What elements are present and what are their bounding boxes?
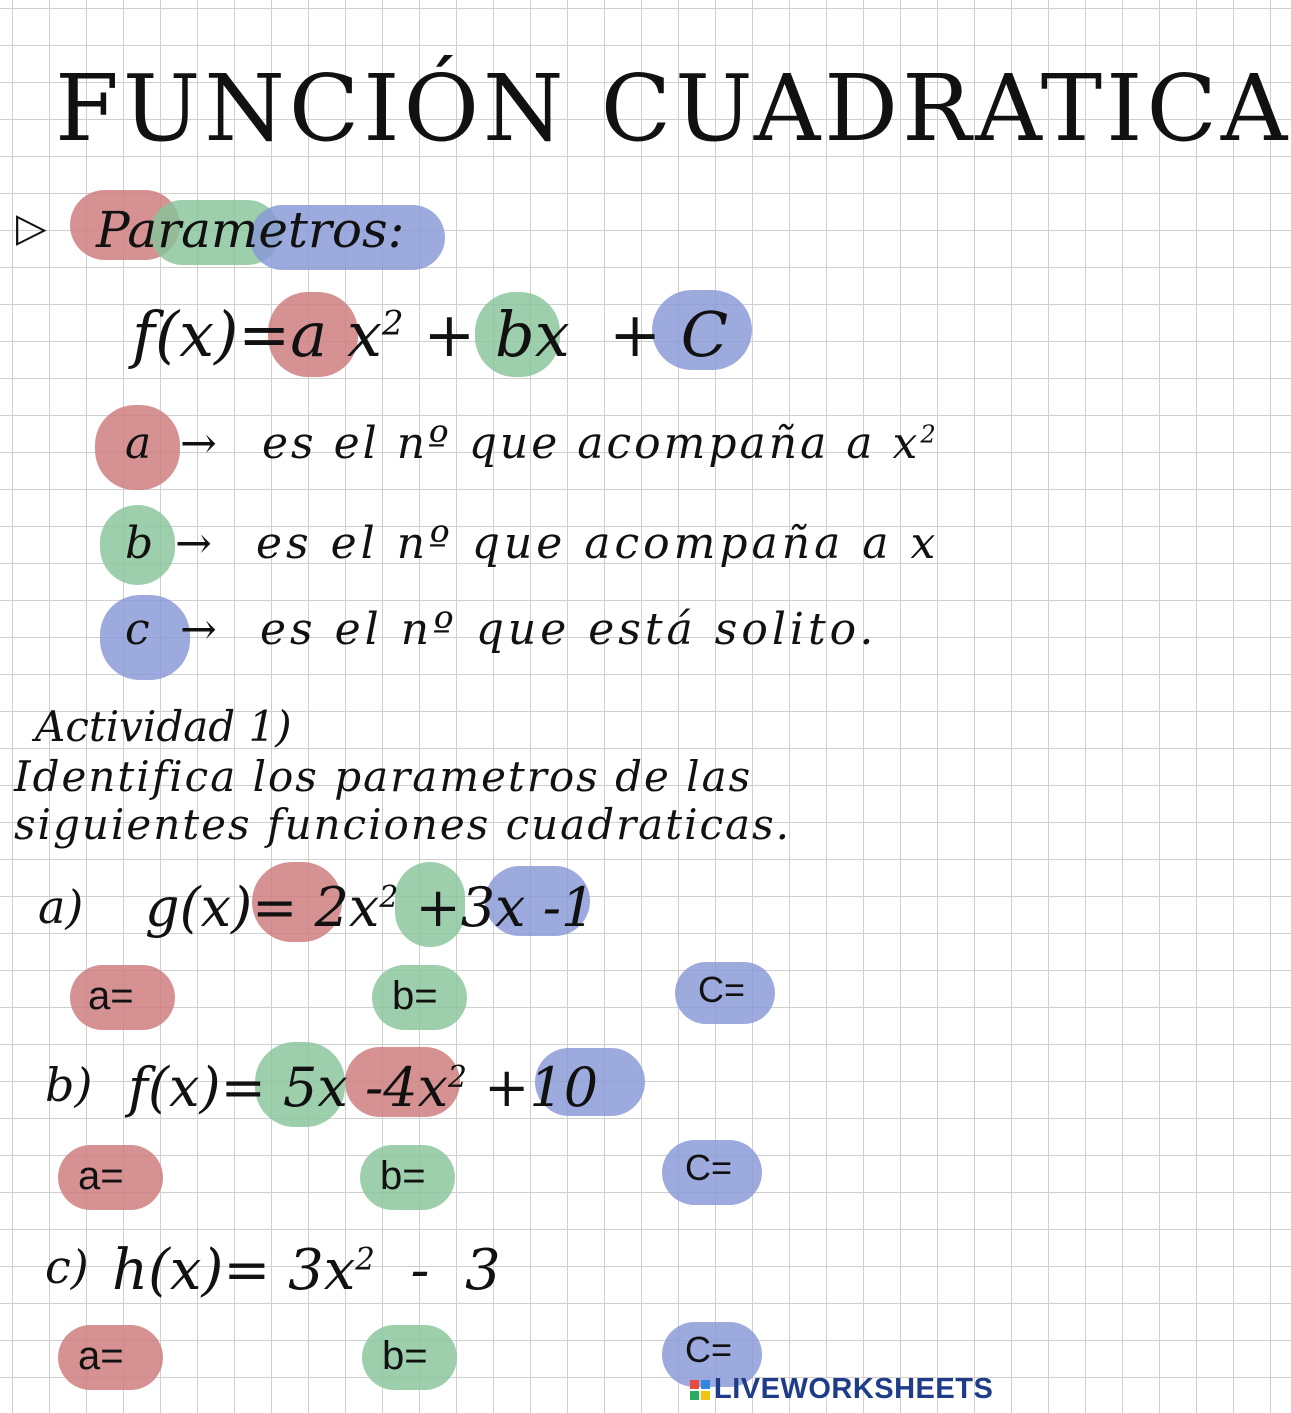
def-a-exponent: 2 [920,420,939,449]
brand-logo[interactable] [690,1373,993,1406]
formula-x2: x [346,298,382,371]
ex-c-answer-c-field[interactable] [765,1330,915,1374]
ex-c-answer-b-field[interactable] [457,1334,607,1378]
formula-b: b [494,298,535,371]
ex-a-plus: + [415,876,461,939]
ex-b-term-3: 10 [529,1056,599,1119]
def-a-arrow: → [180,418,217,469]
formula-exponent: 2 [381,303,404,344]
ex-a-answer-c-label: C= [698,969,746,1010]
formula-c: C [680,298,729,371]
ex-a-answer-c-field[interactable] [775,970,925,1014]
ex-c-answer-a-label: a= [78,1334,124,1378]
formula-x: x [534,298,570,371]
def-c-text: es el nº que está solito. [260,604,878,655]
def-a-text [262,418,939,469]
brand-grid-icon [690,1380,710,1400]
ex-c-answer-a-field[interactable] [160,1334,310,1378]
activity-instructions-2: siguientes funciones cuadraticas. [14,800,791,849]
ex-b-term-2: -4x [364,1056,449,1119]
ex-a-term-2: 3x [460,876,526,939]
def-a-text-body: es el nº que acompaña a x [262,418,921,469]
ex-b-term-1: 5x [283,1056,348,1119]
def-c-letter: c [125,604,150,655]
ex-c-func: h(x)= [112,1238,271,1303]
def-a-letter: a [125,418,152,469]
ex-b-function [128,1056,598,1119]
ex-b-answer-b-field[interactable] [455,1154,605,1198]
ex-c-exp: 2 [355,1241,375,1278]
formula-plus2: + [609,298,662,371]
ex-a-term-3: -1 [542,876,596,939]
ex-a-label: a) [38,880,84,934]
ex-b-func: f(x)= [128,1056,266,1119]
ex-a-answer-a-label: a= [88,974,134,1018]
bullet-triangle-icon: ▷ [16,205,47,251]
def-b-text: es el nº que acompaña a x [256,518,940,569]
ex-b-answer-c-field[interactable] [765,1148,915,1192]
ex-a-function [145,876,595,939]
ex-b-answer-c-label: C= [685,1147,733,1188]
ex-b-exp: 2 [448,1060,467,1095]
ex-b-answer-b-label: b= [380,1154,426,1198]
ex-c-label: c) [45,1240,89,1294]
formula-a: a [290,298,328,371]
ex-a-answer-a-field[interactable] [170,974,320,1018]
activity-instructions-1: Identifica los parametros de las [14,752,753,801]
def-b-arrow: → [175,518,212,569]
ex-c-answer-b-label: b= [382,1334,428,1378]
ex-c-function [112,1238,501,1303]
brand-name: LIVEWORKSHEETS [714,1373,994,1405]
ex-a-answer-b-label: b= [392,974,438,1018]
def-b-letter: b [125,518,154,569]
activity-title: Actividad 1) [35,702,292,751]
page-title: FUNCIÓN CUADRATICA [55,55,1291,162]
formula-lhs: f(x)= [132,298,291,371]
def-c-arrow: → [180,604,217,655]
ex-c-term-2: 3 [465,1238,501,1303]
ex-c-answer-c-label: C= [685,1329,733,1370]
ex-b-answer-a-field[interactable] [160,1154,310,1198]
ex-b-plus: + [484,1056,530,1119]
formula [132,298,728,371]
ex-a-term-1: 2x [314,876,380,939]
ex-a-answer-b-field[interactable] [465,974,615,1018]
ex-a-func: g(x)= [145,876,298,939]
ex-b-answer-a-label: a= [78,1154,124,1198]
ex-b-label: b) [45,1058,93,1112]
ex-c-minus: - [410,1238,430,1303]
formula-plus1: + [423,298,476,371]
section-heading: Parametros: [96,201,405,259]
ex-a-exp: 2 [379,880,399,915]
ex-c-term-1: 3x [288,1238,356,1303]
